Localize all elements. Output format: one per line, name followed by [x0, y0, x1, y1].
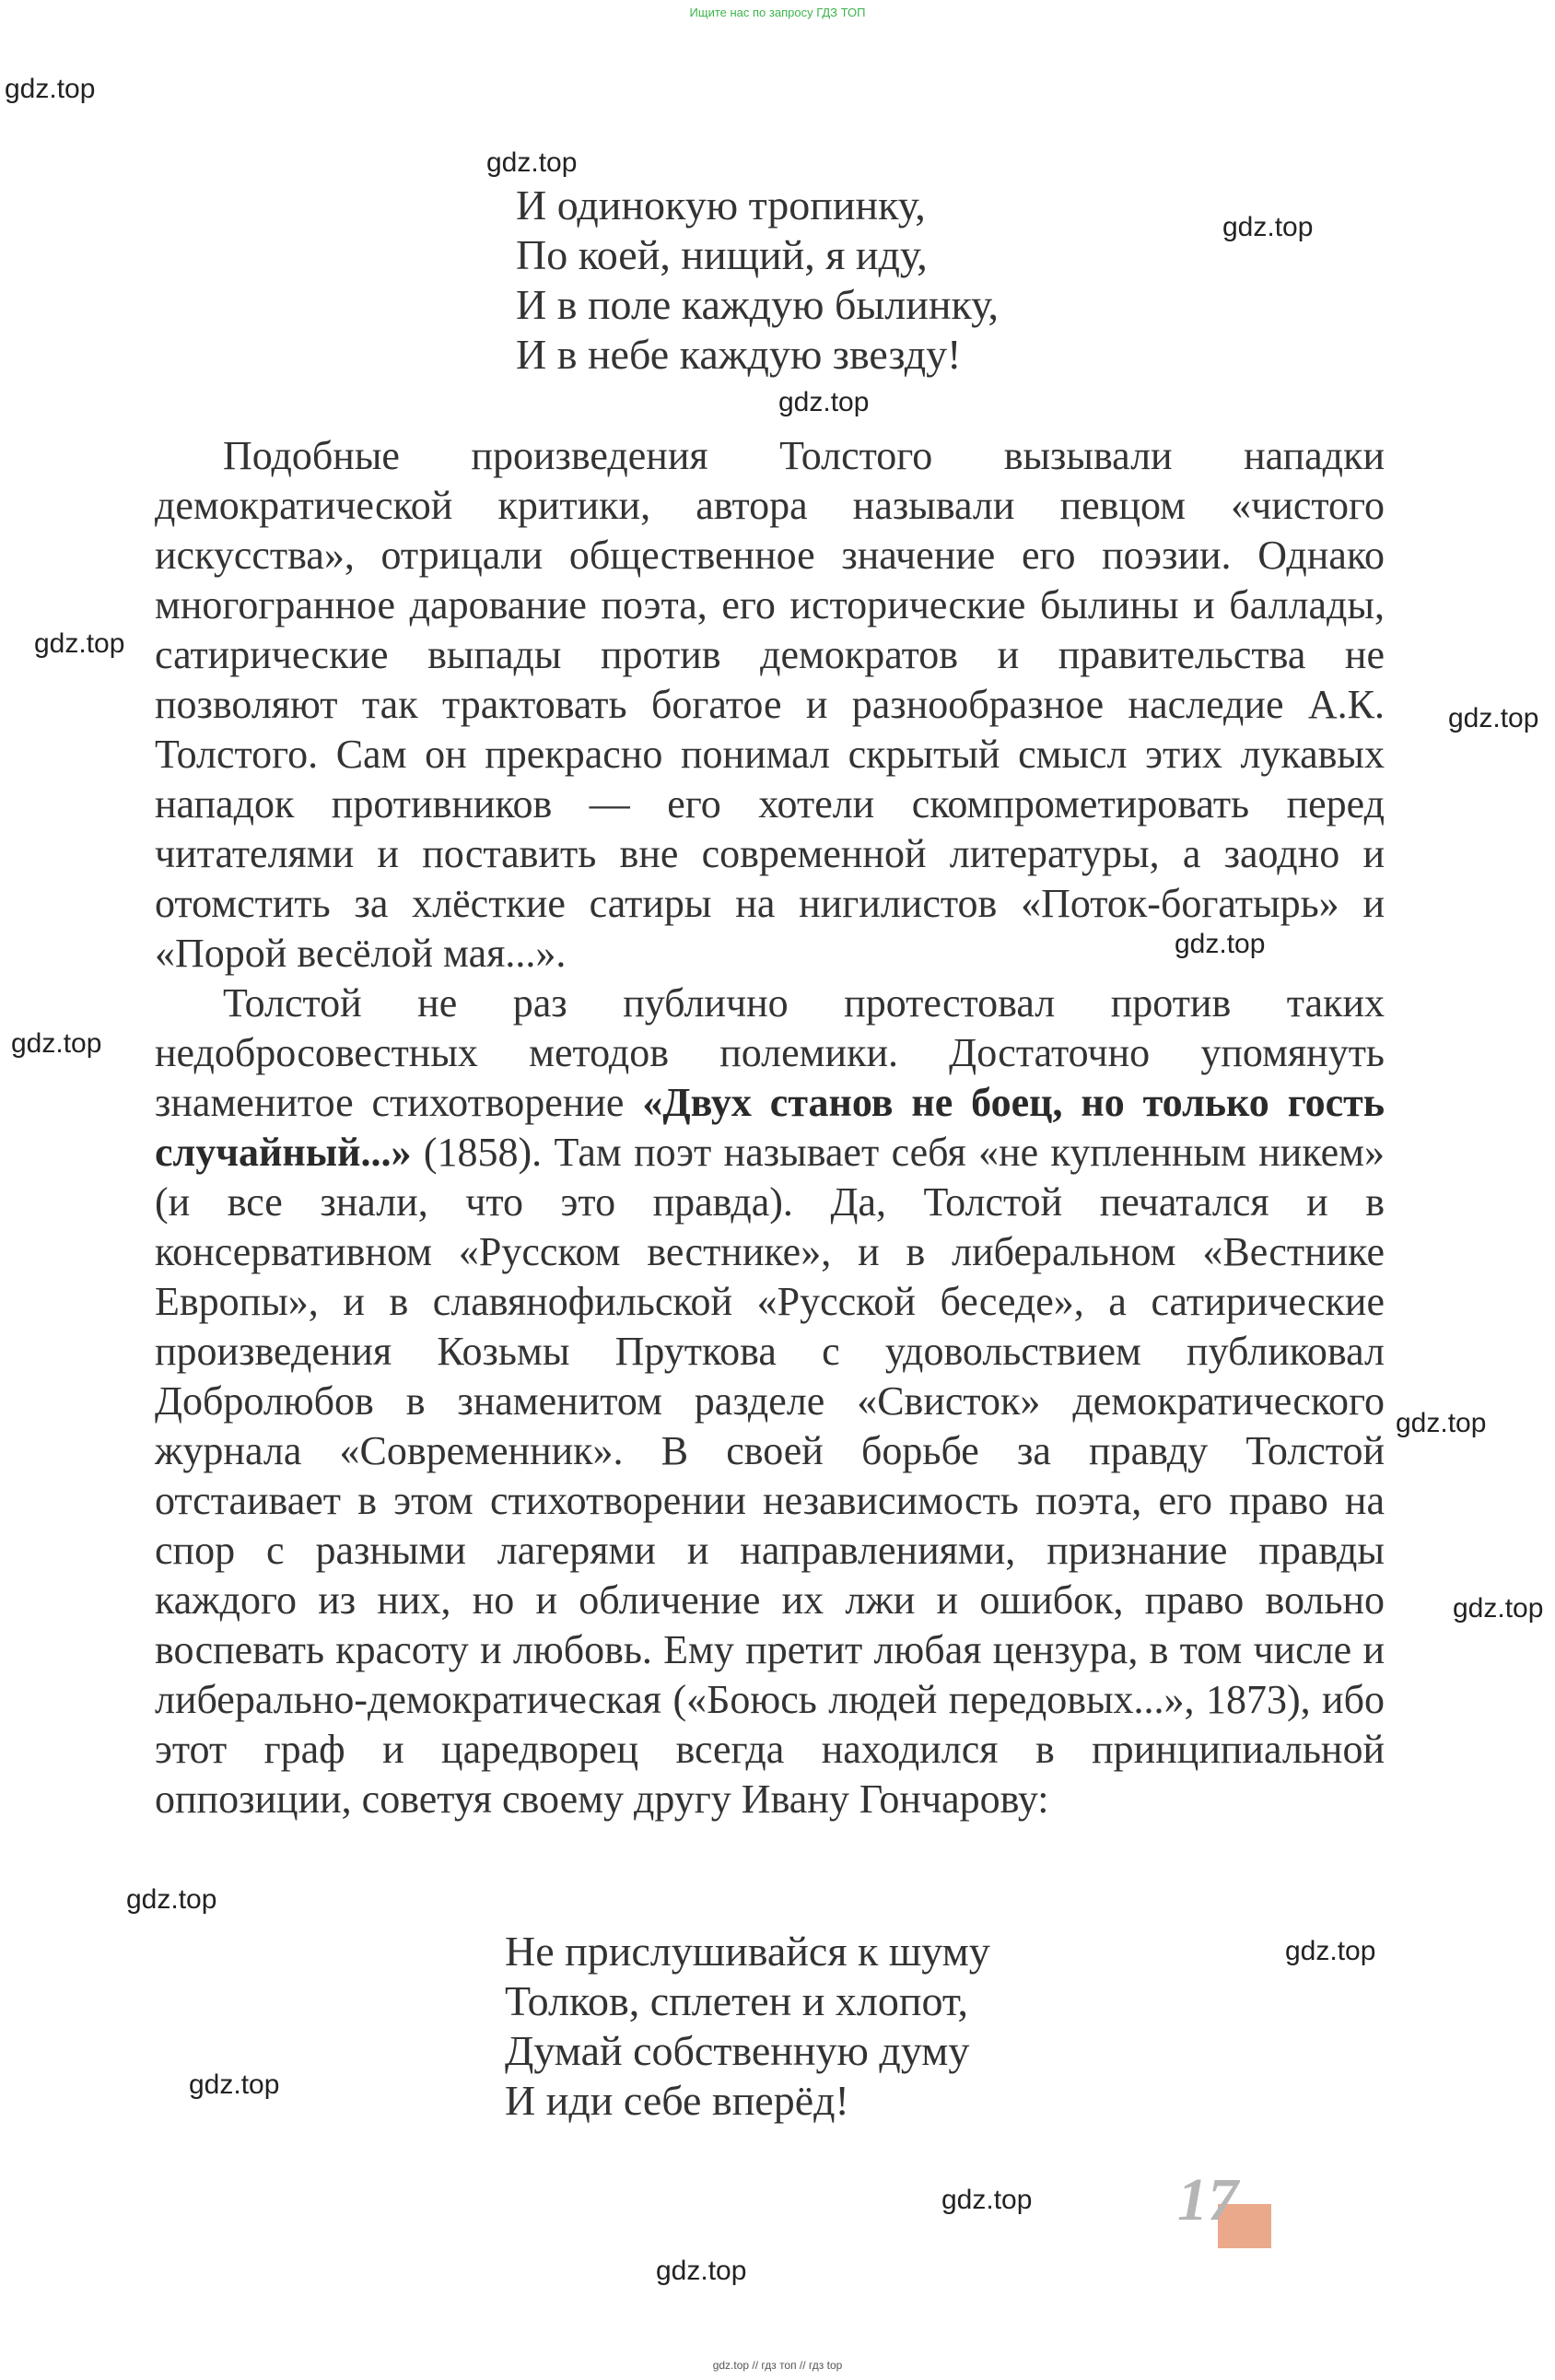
watermark: gdz.top [11, 1028, 102, 1059]
poem-line: И иди себе вперёд! [505, 2077, 849, 2124]
poem-line: И в поле каждую былинку, [516, 281, 1000, 328]
watermark: gdz.top [778, 387, 870, 417]
poem-stanza-2 [505, 1927, 990, 2126]
watermark: gdz.top [486, 147, 578, 178]
poem-line: И в небе каждую звезду! [516, 331, 962, 378]
footer-links[interactable]: gdz.top // гдз топ // гдз top [712, 2359, 843, 2372]
watermark: gdz.top [1222, 212, 1314, 242]
body-text [155, 431, 1385, 1824]
watermark: gdz.top [941, 2185, 1033, 2215]
poem-line: Не прислушивайся к шуму [505, 1928, 990, 1975]
paragraph-2 [155, 979, 1385, 1824]
paragraph-2-rest: (1858). Там поэт называет себя «не купленным никем» (и все знали, что это правда). Да, Толстой печатался и в консервативном «Русском вестнике», и в либеральном «Вестнике Европы», и в славянофильской «Русской беседе», а сатирические произведения Козьмы Пруткова с удовольствием публиковал Добролюбов в знаменитом разделе «Свисток» демократического журнала «Современник». В своей борьбе за правду Толстой отстаивает в этом стихотворении независимость поэта, его право на спор с разными лагерями и направлениями, признание правды каждого из них, но и обличение их лжи и ошибок, право вольно воспевать красоту и любовь. Ему претит любая цензура, в том числе и либерально-демократическая («Боюсь людей передовых...», 1873), ибо этот граф и царедворец всегда находился в принципиальной оппозиции, советуя своему другу Ивану Гончарову: [155, 1130, 1385, 1822]
watermark: gdz.top [34, 628, 125, 659]
watermark: gdz.top [1453, 1593, 1544, 1624]
watermark: gdz.top [126, 1884, 217, 1915]
watermark: gdz.top [1285, 1936, 1376, 1966]
poem-line: По коей, нищий, я иду, [516, 231, 928, 278]
poem-stanza-1 [516, 181, 999, 380]
page-number: 17 [1177, 2166, 1238, 2233]
paragraph-1: Подобные произведения Толстого вызывали нападки демократической критики, автора называли певцом «чистого искусства», отрицали общественное значение его поэзии. Однако многогранное дарование поэта, его исторические былины и баллады, сатирические выпады против демократов и правительства не позволяют так трактовать богатое и разнообразное наследие А.К. Толстого. Сам он прекрасно понимал скрытый смысл этих лукавых нападок противников — его хотели скомпрометировать перед читателями и поставить вне современной литературы, а заодно и отомстить за хлёсткие сатиры на нигилистов «Поток-богатырь» и «Порой весёлой мая...». [155, 433, 1385, 976]
watermark: gdz.top [1175, 929, 1266, 959]
poem-line: Толков, сплетен и хлопот, [505, 1977, 968, 2024]
top-banner[interactable]: Ищите нас по запросу ГДЗ ТОП [689, 6, 866, 19]
poem-line: И одинокую тропинку, [516, 182, 926, 229]
watermark: gdz.top [189, 2069, 280, 2100]
paragraph-2-intro: Толстой не раз публично протестовал против таких недобросовестных методов полемики. Достаточно упомянуть знаменитое стихотворение [155, 980, 1385, 1125]
watermark: gdz.top [656, 2256, 747, 2286]
poem-line: Думай собственную думу [505, 2027, 970, 2074]
watermark: gdz.top [1396, 1408, 1487, 1438]
watermark: gdz.top [5, 74, 96, 104]
watermark: gdz.top [1448, 703, 1539, 733]
poem-title: «Двух станов не боец, но только гость случайный...» [155, 1080, 1385, 1175]
